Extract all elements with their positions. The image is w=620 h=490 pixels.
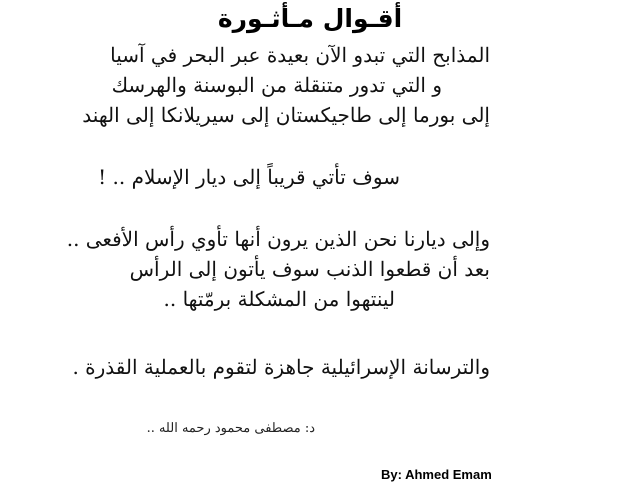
quote-line: وإلى ديارنا نحن الذين يرون أنها تأوي رأس الأفعى .. bbox=[66, 227, 490, 251]
quote-line: لينتهوا من المشكلة برمّتها .. bbox=[163, 287, 395, 311]
quote-line: سوف تأتي قريباً إلى ديار الإسلام .. ! bbox=[98, 165, 400, 189]
page-title: أقـوال مـأثـورة bbox=[217, 4, 403, 33]
credit-text: By: Ahmed Emam bbox=[381, 467, 492, 482]
quote-line: المذابح التي تبدو الآن بعيدة عبر البحر في آسيا bbox=[110, 43, 490, 67]
quote-line: بعد أن قطعوا الذنب سوف يأتون إلى الرأس bbox=[129, 257, 490, 281]
quote-line: والترسانة الإسرائيلية جاهزة لتقوم بالعملية القذرة . bbox=[72, 355, 490, 379]
quote-line: إلى بورما إلى طاجيكستان إلى سيريلانكا إلى الهند bbox=[82, 103, 490, 127]
author-signature: د: مصطفى محمود رحمه الله .. bbox=[146, 421, 315, 436]
quote-line: و التي تدور متنقلة من البوسنة والهرسك bbox=[111, 73, 442, 97]
